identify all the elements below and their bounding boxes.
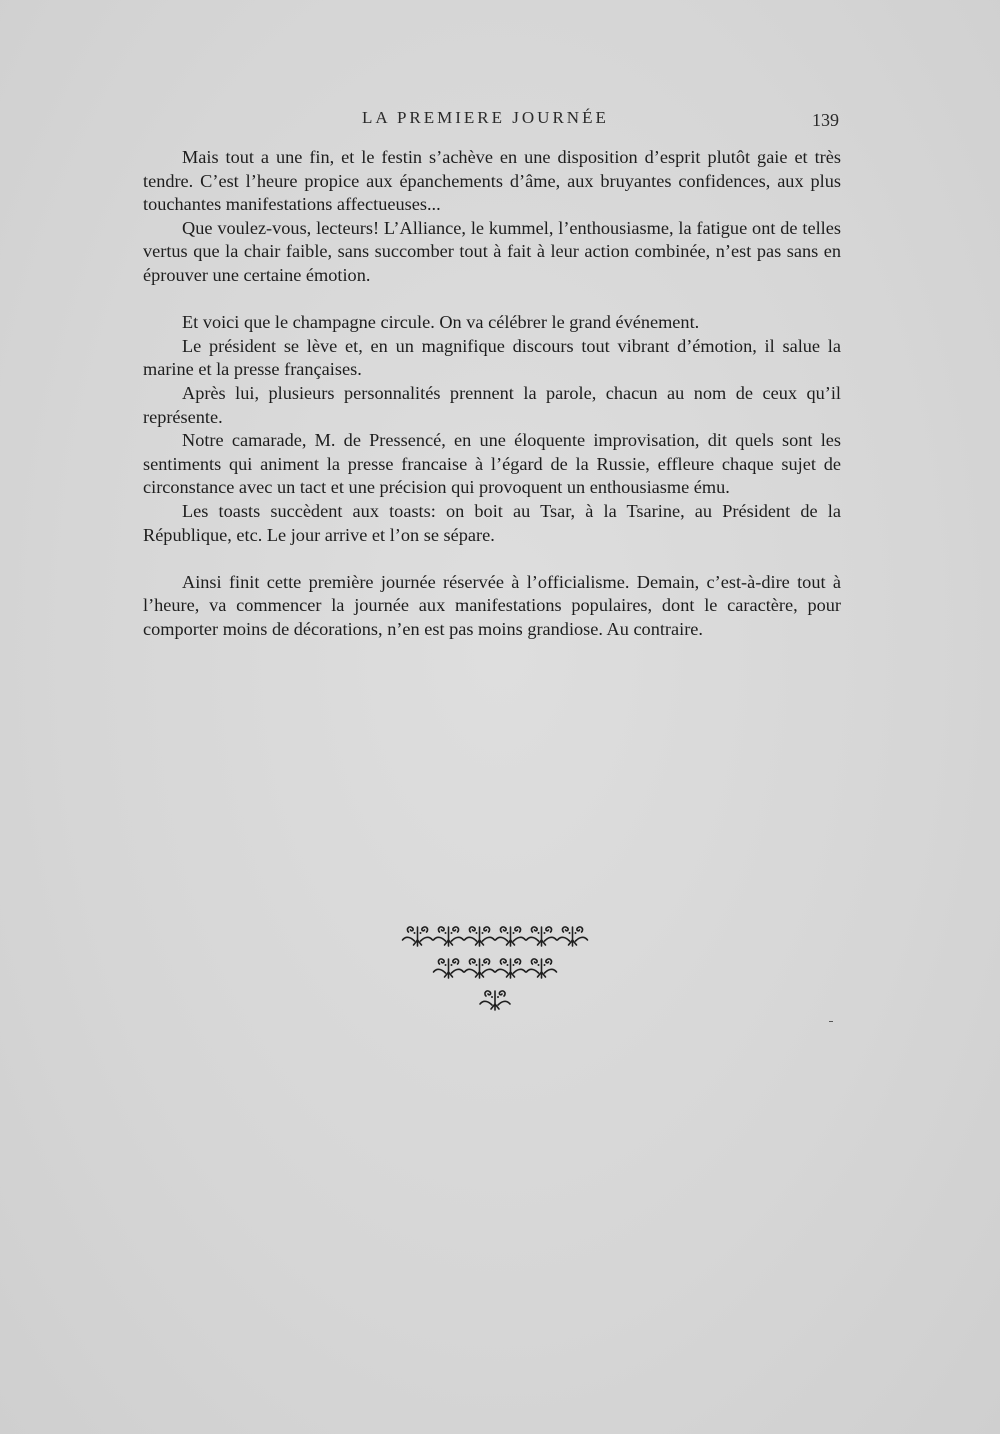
paragraph: Les toasts succèdent aux toasts: on boit au Tsar, à la Tsarine, au Président de la République, etc. Le jour arrive et l’on se sépare. <box>143 500 841 545</box>
paragraph: Que voulez-vous, lecteurs! L’Alliance, le kummel, l’enthousiasme, la fatigue ont de telles vertus que la chair faible, sans succomber tout à fait à leur action combinée, n’est pas sans en éprouver une certaine émotion. <box>143 217 841 285</box>
paragraph: Notre camarade, M. de Pressencé, en une éloquente improvisation, dit quels sont les sentiments qui animent la presse francaise à l’égard de la Russie, effleure chaque sujet de circonstance avec un tact et une précision qui provoquent un enthousiasme ému. <box>143 430 841 498</box>
paragraph: Le président se lève et, en un magnifique discours tout vibrant d’émotion, il salue la marine et la presse françaises. <box>143 335 841 380</box>
running-title: LA PREMIERE JOURNÉE <box>362 108 609 127</box>
paragraph: Mais tout a une fin, et le festin s’achève en une disposition d’esprit plutôt gaie et très tendre. C’est l’heure propice aux épanchements d’âme, aux bruyantes confidences, aux plus touchantes manifestations affectueuses... <box>143 147 841 215</box>
body-text <box>143 146 841 641</box>
paragraph: Ainsi finit cette première journée réservée à l’officialisme. Demain, c’est-à-dire tout à l’heure, va commencer la journée aux manifestations populaires, dont le caractère, pour comporter moins de décorations, n’en est pas moins grandiose. Au contraire. <box>143 571 841 639</box>
print-speck <box>829 1021 833 1022</box>
paragraph: Et voici que le champagne circule. On va célébrer le grand événement. <box>182 312 700 333</box>
page-number: 139 <box>812 110 839 130</box>
tailpiece-ornament-icon <box>400 912 590 1027</box>
paragraph: Après lui, plusieurs personnalités prennent la parole, chacun au nom de ceux qu’il représente. <box>143 382 841 427</box>
